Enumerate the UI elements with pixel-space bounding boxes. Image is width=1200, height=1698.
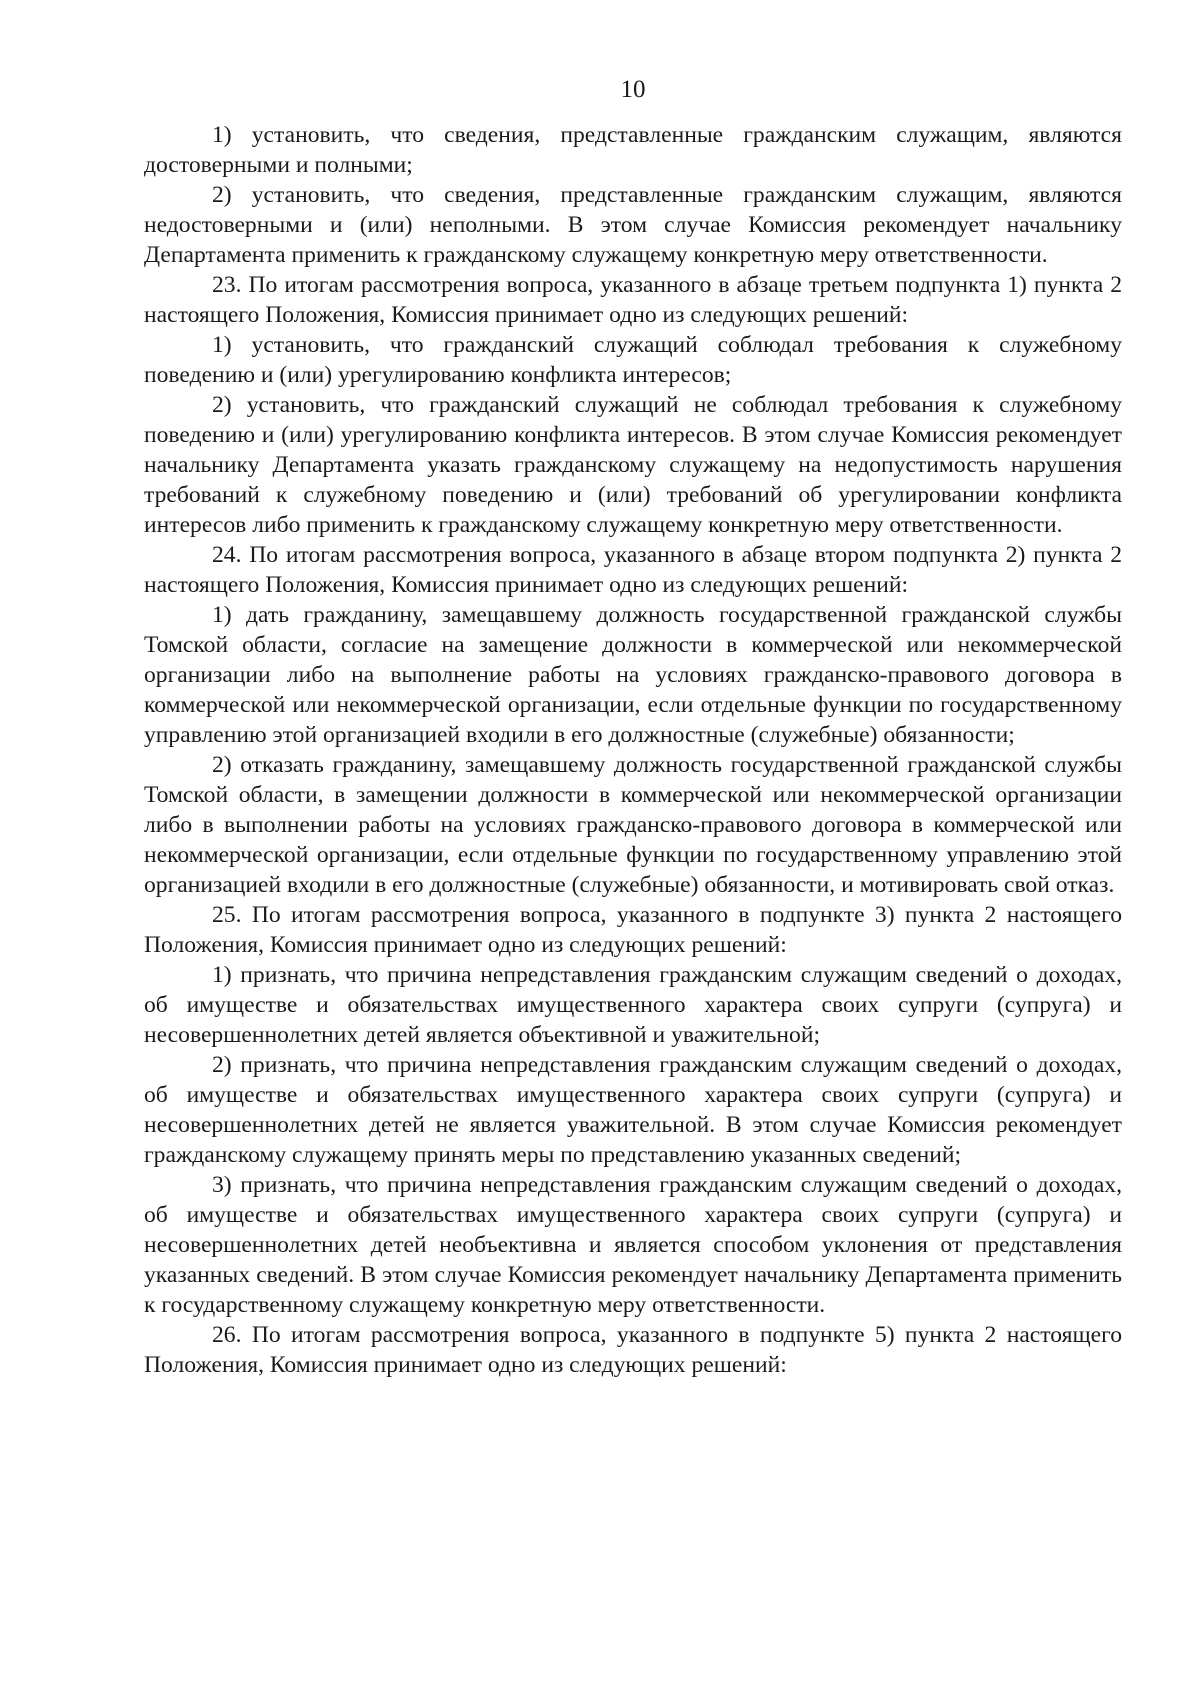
paragraph-23: 23. По итогам рассмотрения вопроса, указанного в абзаце третьем подпункта 1) пункта 2 настоящего Положения, Комиссия принимает одно из следующих решений: <box>144 272 1122 328</box>
document-page <box>144 70 1122 1380</box>
paragraph-24: 24. По итогам рассмотрения вопроса, указанного в абзаце втором подпункта 2) пункта 2 настоящего Положения, Комиссия принимает одно из следующих решений: <box>144 542 1122 598</box>
paragraph-23-item-2: 2) установить, что гражданский служащий не соблюдал требования к служебному поведению и (или) урегулированию конфликта интересов. В этом случае Комиссия рекомендует начальнику Департамента указать гражданскому служащему на недопустимость нарушения требований к служебному поведению и (или) требований об урегулировании конфликта интересов либо применить к гражданскому служащему конкретную меру ответственности. <box>144 392 1122 538</box>
paragraph-26: 26. По итогам рассмотрения вопроса, указанного в подпункте 5) пункта 2 настоящего Положения, Комиссия принимает одно из следующих решений: <box>144 1322 1122 1378</box>
paragraph-22-item-1: 1) установить, что сведения, представленные гражданским служащим, являются достоверными и полными; <box>144 122 1122 178</box>
paragraph-25-item-1: 1) признать, что причина непредставления гражданским служащим сведений о доходах, об имуществе и обязательствах имущественного характера своих супруги (супруга) и несовершеннолетних детей является объективной и уважительной; <box>144 962 1122 1048</box>
paragraph-23-item-1: 1) установить, что гражданский служащий соблюдал требования к служебному поведению и (или) урегулированию конфликта интересов; <box>144 332 1122 388</box>
paragraph-24-item-1: 1) дать гражданину, замещавшему должность государственной гражданской службы Томской области, согласие на замещение должности в коммерческой или некоммерческой организации либо на выполнение работы на условиях гражданско-правового договора в коммерческой или некоммерческой организации, если отдельные функции по государственному управлению этой организацией входили в его должностные (служебные) обязанности; <box>144 602 1122 748</box>
paragraph-24-item-2: 2) отказать гражданину, замещавшему должность государственной гражданской службы Томской области, в замещении должности в коммерческой или некоммерческой организации либо в выполнении работы на условиях гражданско-правового договора в коммерческой или некоммерческой организации, если отдельные функции по государственному управлению этой организацией входили в его должностные (служебные) обязанности, и мотивировать свой отказ. <box>144 752 1122 898</box>
paragraph-25: 25. По итогам рассмотрения вопроса, указанного в подпункте 3) пункта 2 настоящего Положения, Комиссия принимает одно из следующих решений: <box>144 902 1122 958</box>
paragraph-22-item-2: 2) установить, что сведения, представленные гражданским служащим, являются недостоверными и (или) неполными. В этом случае Комиссия рекомендует начальнику Департамента применить к гражданскому служащему конкретную меру ответственности. <box>144 182 1122 268</box>
paragraph-25-item-2: 2) признать, что причина непредставления гражданским служащим сведений о доходах, об имуществе и обязательствах имущественного характера своих супруги (супруга) и несовершеннолетних детей не является уважительной. В этом случае Комиссия рекомендует гражданскому служащему принять меры по представлению указанных сведений; <box>144 1052 1122 1168</box>
page-number: 10 <box>620 76 646 103</box>
paragraph-25-item-3: 3) признать, что причина непредставления гражданским служащим сведений о доходах, об имуществе и обязательствах имущественного характера своих супруги (супруга) и несовершеннолетних детей необъективна и является способом уклонения от представления указанных сведений. В этом случае Комиссия рекомендует начальнику Департамента применить к государственному служащему конкретную меру ответственности. <box>144 1172 1122 1318</box>
